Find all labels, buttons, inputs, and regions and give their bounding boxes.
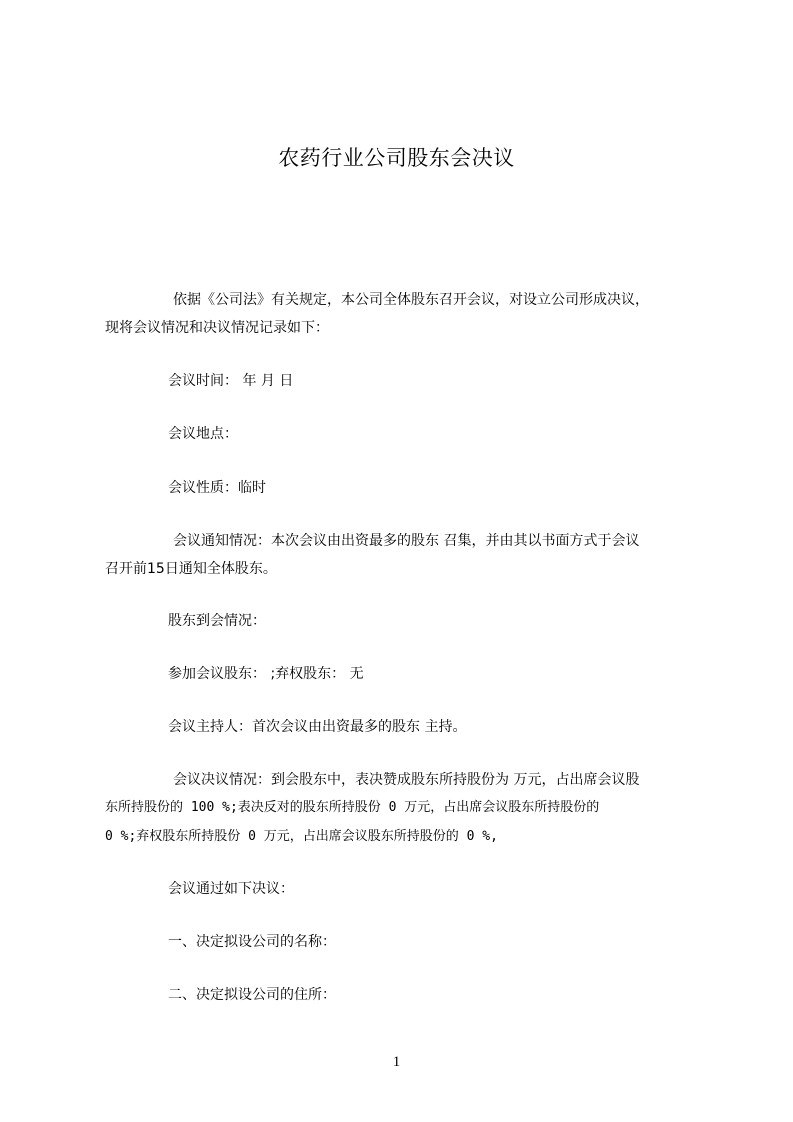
attendance-heading: 股东到会情况： [168,613,266,629]
resolution-line-3: 0 %;弃权股东所持股份 0 万元，占出席会议股东所持股份的 0 %, [105,829,498,844]
participants-line: 参加会议股东： ;弃权股东： 无 [168,666,364,682]
meeting-place: 会议地点： [168,426,238,442]
page-number: 1 [392,1054,401,1070]
notice-line-2: 召开前15日通知全体股东。 [105,561,277,577]
resolution-line-1: 会议决议情况：到会股东中，表决赞成股东所持股份为 万元，占出席会议股 [173,772,640,788]
intro-line-2: 现将会议情况和决议情况记录如下： [105,320,329,336]
resolutions-passed-heading: 会议通过如下决议： [168,881,294,897]
host-line: 会议主持人：首次会议由出资最多的股东 主持。 [168,719,467,735]
resolution-line-2: 东所持股份的 100 %;表决反对的股东所持股份 0 万元，占出席会议股东所持股份的 [105,800,600,815]
meeting-time: 会议时间： 年 月 日 [168,373,294,389]
resolution-item-2: 二、决定拟设公司的住所： [168,987,336,1003]
document-title: 农药行业公司股东会决议 [278,146,515,170]
notice-line-1: 会议通知情况：本次会议由出资最多的股东 召集，并由其以书面方式于会议 [173,533,640,549]
meeting-nature: 会议性质：临时 [168,480,266,496]
resolution-item-1: 一、决定拟设公司的名称： [168,934,336,950]
intro-line-1: 依据《公司法》有关规定，本公司全体股东召开会议，对设立公司形成决议， [173,292,649,308]
